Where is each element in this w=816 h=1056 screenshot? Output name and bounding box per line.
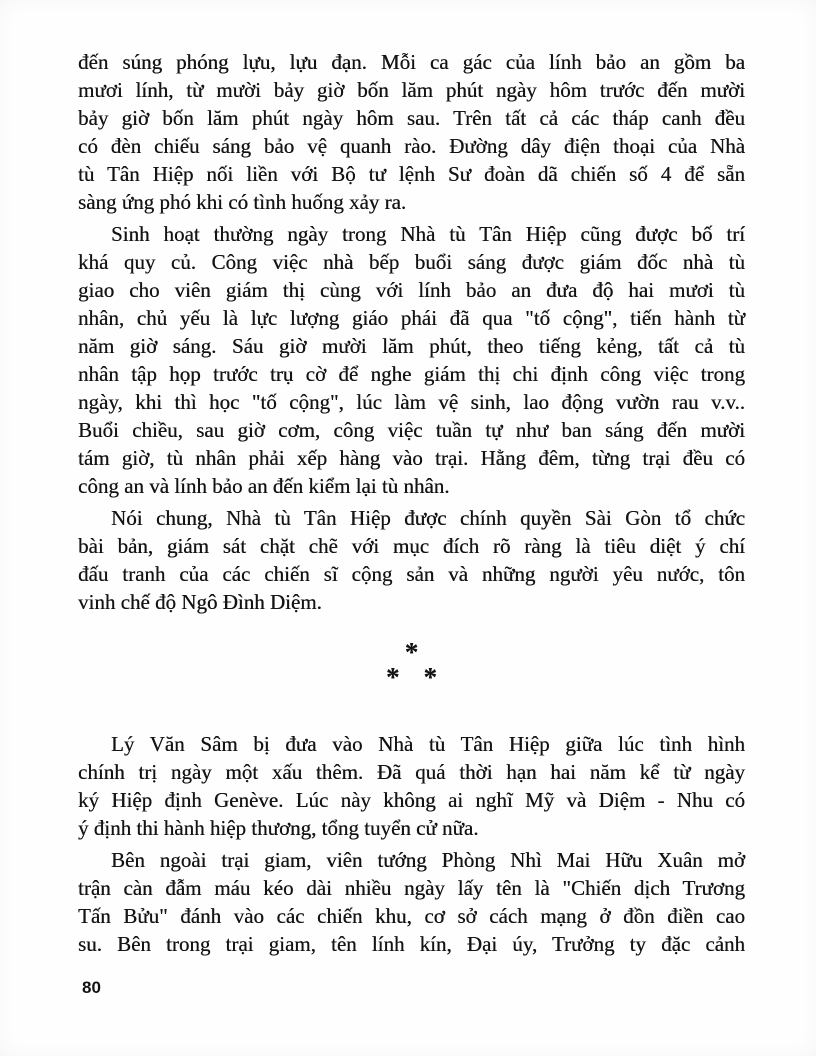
text-line: khá quy củ. Công việc nhà bếp buổi sáng được giám đốc nhà tù xyxy=(78,250,745,274)
paragraph xyxy=(78,730,745,842)
text-line: công an và lính bảo an đến kiểm lại tù nhân. xyxy=(78,474,450,498)
text-line: ký Hiệp định Genève. Lúc này không ai nghĩ Mỹ và Diệm - Nhu có xyxy=(78,788,745,812)
text-line: tám giờ, tù nhân phải xếp hàng vào trại. Hằng đêm, từng trại đều có xyxy=(78,446,745,470)
page-number: 80 xyxy=(82,978,101,997)
text-line: có đèn chiếu sáng bảo vệ quanh rào. Đường dây điện thoại của Nhà xyxy=(78,134,745,158)
paragraph xyxy=(78,220,745,500)
text-line: đấu tranh của các chiến sĩ cộng sản và những người yêu nước, tôn xyxy=(78,562,745,586)
text-line: Bên ngoài trại giam, viên tướng Phòng Nhì Mai Hữu Xuân mở xyxy=(111,848,745,872)
text-line: Buổi chiều, sau giờ cơm, công việc tuần tự như ban sáng đến mười xyxy=(78,418,745,442)
asterisk-row xyxy=(78,662,745,692)
text-line: Sinh hoạt thường ngày trong Nhà tù Tân Hiệp cũng được bố trí xyxy=(111,222,745,246)
paragraph xyxy=(78,846,745,958)
text-line: Tấn Bửu" đánh vào các chiến khu, cơ sở cách mạng ở đồn điền cao xyxy=(78,904,745,928)
text-line: bài bản, giám sát chặt chẽ với mục đích rõ ràng là tiêu diệt ý chí xyxy=(78,534,745,558)
text-line: Lý Văn Sâm bị đưa vào Nhà tù Tân Hiệp giữa lúc tình hình xyxy=(111,732,745,756)
asterisk-icon: * xyxy=(404,637,419,667)
text-line: nhân, chủ yếu là lực lượng giáo phái đã qua "tố cộng", tiến hành từ xyxy=(78,306,745,330)
page-text xyxy=(78,48,745,958)
asterisk-icon: * xyxy=(386,662,400,692)
paragraph xyxy=(78,504,745,616)
asterisk-icon: * xyxy=(423,662,437,692)
text-line: su. Bên trong trại giam, tên lính kín, Đại úy, Trưởng ty đặc cảnh xyxy=(78,932,745,956)
text-line: Nói chung, Nhà tù Tân Hiệp được chính quyền Sài Gòn tổ chức xyxy=(111,506,745,530)
text-line: sàng ứng phó khi có tình huống xảy ra. xyxy=(78,190,407,214)
text-line: đến súng phóng lựu, lựu đạn. Mỗi ca gác của lính bảo an gồm ba xyxy=(78,50,745,74)
text-line: vinh chế độ Ngô Đình Diệm. xyxy=(78,590,322,614)
text-line: trận càn đẫm máu kéo dài nhiều ngày lấy tên là "Chiến dịch Trương xyxy=(78,876,745,900)
text-line: ý định thi hành hiệp thương, tổng tuyển cử nữa. xyxy=(78,816,479,840)
paragraph xyxy=(78,48,745,216)
text-line: tù Tân Hiệp nối liền với Bộ tư lệnh Sư đoàn dã chiến số 4 để sẵn xyxy=(78,162,745,186)
text-line: giao cho viên giám thị cùng với lính bảo an đưa độ hai mươi tù xyxy=(78,278,745,302)
text-line: nhân tập họp trước trụ cờ để nghe giám thị chi định công việc trong xyxy=(78,362,745,386)
text-line: ngày, khi thì học "tố cộng", lúc làm vệ sinh, lao động vườn rau v.v.. xyxy=(78,390,745,414)
text-line: chính trị ngày một xấu thêm. Đã quá thời hạn hai năm kể từ ngày xyxy=(78,760,745,784)
asterisk-separator xyxy=(78,637,745,692)
text-line: năm giờ sáng. Sáu giờ mười lăm phút, theo tiếng kẻng, tất cả tù xyxy=(78,334,745,358)
text-line: bảy giờ bốn lăm phút ngày hôm sau. Trên tất cả các tháp canh đều xyxy=(78,106,745,130)
text-line: mươi lính, từ mười bảy giờ bốn lăm phút ngày hôm trước đến mười xyxy=(78,78,745,102)
